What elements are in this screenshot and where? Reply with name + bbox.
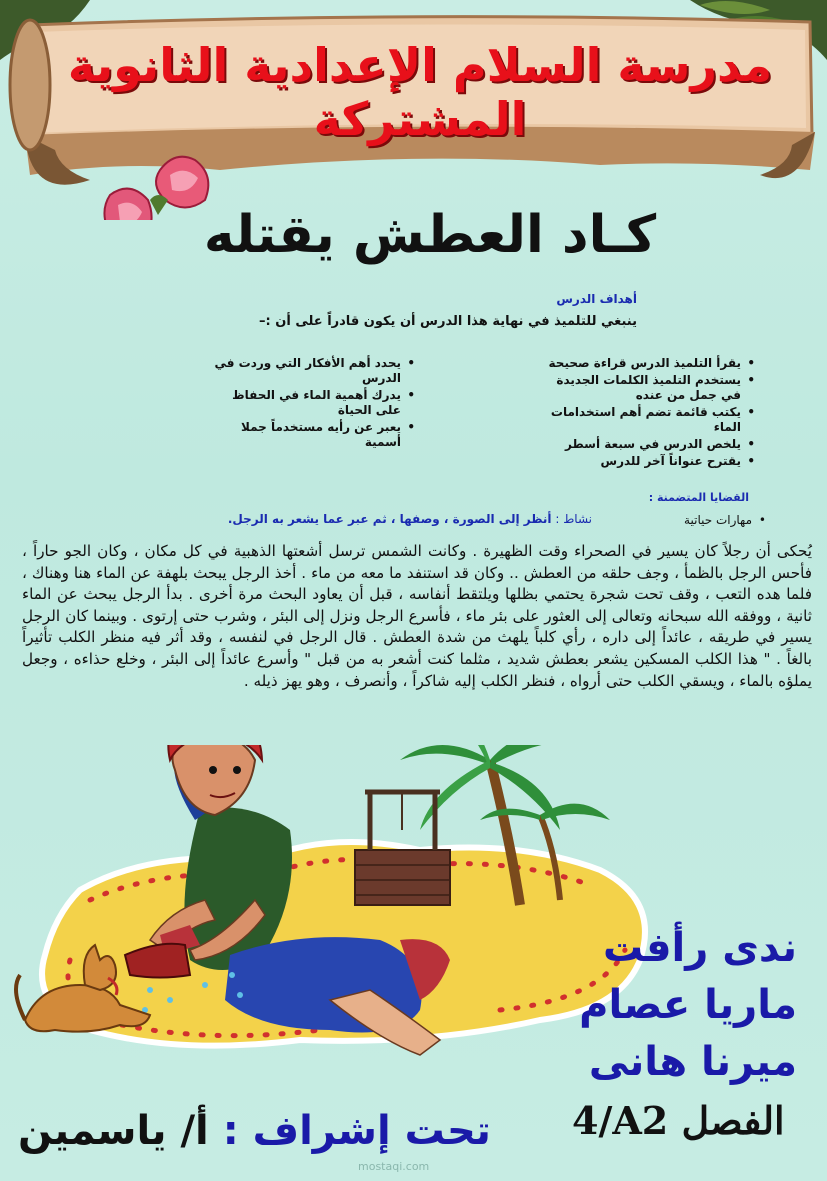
story-text: يُحكى أن رجلاً كان يسير في الصحراء وقت الظهيرة . وكانت الشمس ترسل أشعتها الذهبية في كل مكان ، وكان الجو حاراً ، فأحس الرجل بالظمأ ، وجف حلقه من العطش .. وكان قد استنفد ما معه من ماء . أخذ الرجل يبحث بلهفة عن الماء هنا وهناك ، فلما هده التعب ، وقف تحت شجرة يحتمي بظلها ويلتقط أنفاسه ، قبل أن يعاود البحث مرة أخرى . بدأ الرجل يبحث عن الماء ثانية ، ووفقه الله سبحانه وتعالى إلى العثور على بئر ماء ، فأسرع الرجل ونزل إلى البئر ، وشرب حتى إرتوى . وبينما كان الرجل يسير في طريقه ، عائداً إلى داره ، رأي كلباً يلهث من شدة العطش . قال الرجل في لنفسه ، وقد أثر فيه منظر الكلب تأثيراً بالغاً . " هذا الكلب المسكين يشعر بعطش شديد ، مثلما كنت أشعر به من قبل " وأسرع عائداً إلى البئر ، وخلع حذاءه ، وجعل يملؤه بالماء ، ويسقي الكلب حتى أرواه ، فنظر الكلب إليه شاكراً ، وأنصرف ، وهو يهز ذيله . bbox=[22, 542, 812, 690]
class-line bbox=[572, 1098, 785, 1143]
supervision-label: تحت إشراف : bbox=[222, 1108, 491, 1154]
goals-heading: أهداف الدرس bbox=[556, 292, 637, 306]
issues-item: • مهارات حياتية bbox=[684, 513, 752, 527]
activity-label: نشاط : bbox=[555, 512, 592, 526]
activity bbox=[72, 512, 592, 526]
goal-item: • يقترح عنواناً آخر للدرس bbox=[547, 454, 741, 469]
class-label: الفصل bbox=[681, 1098, 785, 1143]
student-name: ندى رأفت bbox=[603, 925, 797, 971]
class-value: 4/A2 bbox=[572, 1098, 669, 1143]
goals-left-column bbox=[205, 356, 417, 452]
goal-item: • يحدد أهم الأفكار التي وردت في الدرس bbox=[205, 356, 401, 386]
student-name: ماريا عصام bbox=[579, 982, 797, 1028]
lesson-title: كـاد العطش يقتله bbox=[203, 205, 657, 265]
watermark: mostaqi.com bbox=[358, 1160, 430, 1173]
school-name: مدرسة السلام الإعدادية الثانوية المشتركة bbox=[67, 38, 773, 146]
activity-text: أنظر إلى الصورة ، وصفها ، ثم عبر عما يشعر به الرجل. bbox=[227, 512, 552, 526]
goals-intro: ينبغي للتلميذ في نهاية هذا الدرس أن يكون قادراً على أن :– bbox=[259, 314, 637, 329]
goal-item: • يقرأ التلميذ الدرس قراءة صحيحة bbox=[547, 356, 741, 371]
student-names bbox=[537, 920, 797, 1091]
issues-heading: القضايا المتضمنة : bbox=[648, 491, 749, 504]
supervisor-name: أ/ ياسمين bbox=[18, 1108, 209, 1154]
goal-item: • يلخص الدرس في سبعة أسطر bbox=[547, 437, 741, 452]
goal-item: • يعبر عن رأيه مستخدماً جملا أسمية bbox=[205, 420, 401, 450]
supervision-line bbox=[18, 1108, 491, 1154]
goal-item: • يدرك أهمية الماء في الحفاظ على الحياة bbox=[205, 388, 401, 418]
student-name: ميرنا هانى bbox=[588, 1039, 797, 1085]
goals-right-column bbox=[547, 356, 757, 471]
goal-item: • يستخدم التلميذ الكلمات الجديدة في جمل من عنده bbox=[547, 373, 741, 403]
goal-item: • يكتب قائمة تضم أهم استخدامات الماء bbox=[547, 405, 741, 435]
